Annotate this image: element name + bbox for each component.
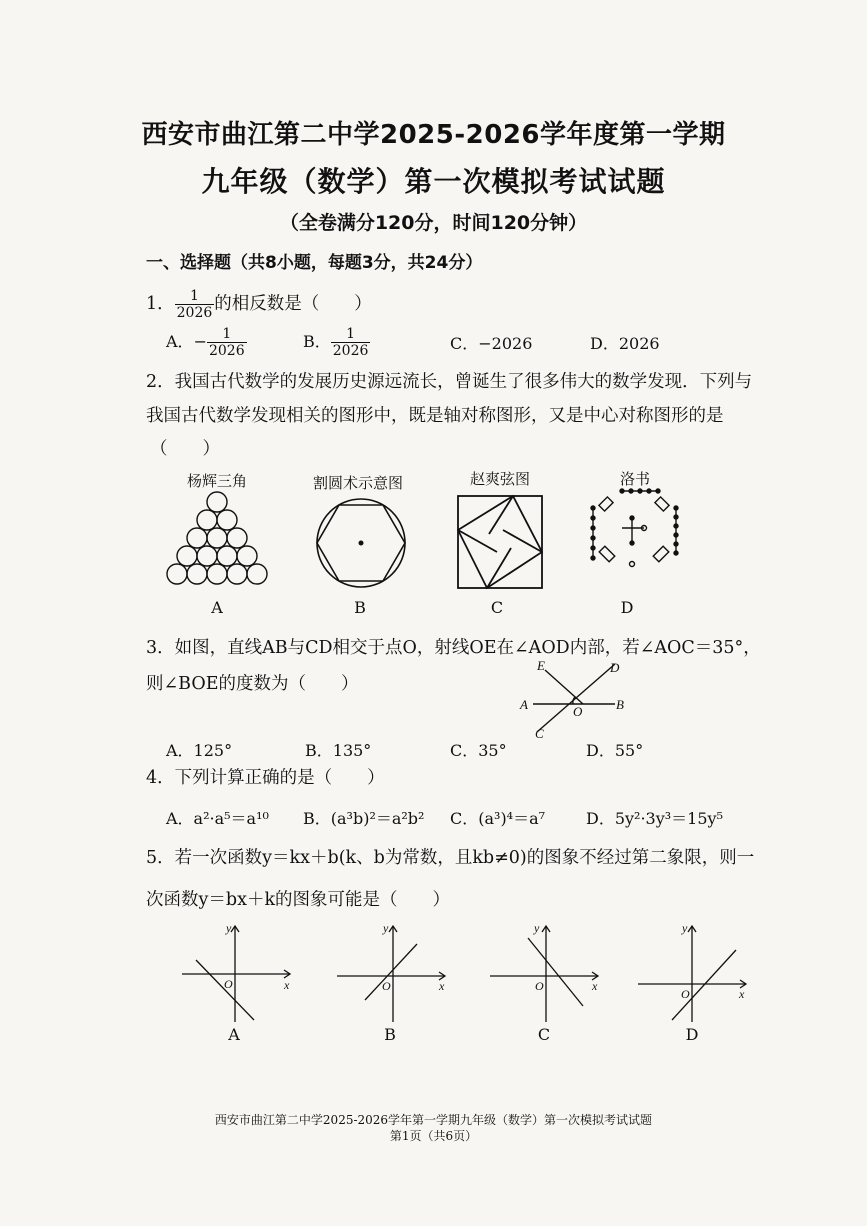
label-d: D — [610, 660, 620, 675]
svg-text:y: y — [682, 921, 688, 935]
intersecting-lines-figure — [515, 658, 635, 740]
caption-luoshu: 洛书 — [619, 470, 650, 488]
q4-option-d[interactable]: D．5y²·3y³＝15y⁵ — [586, 809, 723, 828]
q4-option-a[interactable]: A．a²·a⁵＝a¹⁰ — [166, 809, 269, 828]
label-c: C — [535, 726, 544, 741]
svg-text:O: O — [224, 977, 233, 991]
q1-option-c[interactable]: C．−2026 — [450, 334, 533, 353]
svg-text:x: x — [439, 979, 445, 993]
question-3-line-1: 3．如图，直线AB与CD相交于点O，射线OE在∠AOD内部，若∠AOC＝35°， — [146, 638, 761, 658]
circle-cutting-figure — [315, 497, 407, 589]
graph-b — [335, 922, 450, 1027]
footer-title: 西安市曲江第二中学2025-2026学年第一学期九年级（数学）第一次模拟考试试题 — [214, 1113, 653, 1127]
q1-option-b[interactable]: B． $\frac{1}{2026}$ — [303, 326, 369, 359]
q3-option-c[interactable]: C．35° — [450, 741, 507, 760]
exam-title: 西安市曲江第二中学2025-2026学年度第一学期 — [141, 120, 726, 150]
svg-text:y: y — [226, 921, 232, 935]
yanghui-triangle-figure — [160, 490, 270, 590]
svg-text:y: y — [534, 921, 540, 935]
svg-text:O: O — [382, 979, 391, 993]
caption-zhaoshuang-diagram: 赵爽弦图 — [469, 470, 530, 488]
label-a: A — [520, 697, 528, 712]
question-2-line-3: （ ） — [150, 439, 220, 459]
figure-label-b: B — [354, 598, 366, 617]
label-e: E — [537, 658, 545, 673]
question-stem: 的相反数是（ ） — [214, 294, 372, 314]
q4-option-c[interactable]: C．(a³)⁴＝a⁷ — [450, 809, 546, 828]
caption-yanghui-triangle: 杨辉三角 — [186, 472, 247, 490]
question-1 — [146, 288, 372, 321]
question-3-line-2: 则∠BOE的度数为（ ） — [146, 674, 359, 694]
zhaoshuang-figure — [457, 494, 543, 590]
svg-text:O: O — [535, 979, 544, 993]
caption-circle-cutting: 割圆术示意图 — [312, 474, 403, 492]
question-2-line-1: 2．我国古代数学的发展历史源远流长，曾诞生了很多伟大的数学发现．下列与 — [146, 372, 753, 392]
exam-subject-title: 九年级（数学）第一次模拟考试试题 — [201, 165, 666, 198]
graph-label-d: D — [685, 1025, 699, 1044]
section-heading: 一、选择题（共8小题，每题3分，共24分） — [146, 253, 483, 273]
figure-label-d: D — [620, 598, 634, 617]
question-5-line-2: 次函数y＝bx＋k的图象可能是（ ） — [146, 890, 451, 910]
q3-option-a[interactable]: A．125° — [166, 741, 233, 760]
q3-option-b[interactable]: B．135° — [305, 741, 372, 760]
q1-option-a[interactable]: A．− $\frac{1}{2026}$ — [166, 326, 245, 359]
graph-label-b: B — [384, 1025, 396, 1044]
svg-text:x: x — [739, 987, 745, 1001]
graph-c — [488, 922, 603, 1027]
figure-label-c: C — [490, 598, 504, 617]
exam-info: （全卷满分120分，时间120分钟） — [279, 212, 588, 234]
question-number: 1． — [146, 294, 175, 314]
graph-label-a: A — [228, 1025, 240, 1044]
figure-label-a: A — [211, 598, 223, 617]
label-o: O — [573, 704, 583, 719]
label-b: B — [616, 697, 624, 712]
svg-text:O: O — [681, 987, 690, 1001]
luoshu-figure — [588, 488, 684, 578]
question-2-line-2: 我国古代数学发现相关的图形中，既是轴对称图形，又是中心对称图形的是 — [146, 406, 724, 426]
question-4: 4．下列计算正确的是（ ） — [146, 768, 385, 788]
graph-d — [636, 922, 751, 1027]
q4-option-b[interactable]: B．(a³b)²＝a²b² — [303, 809, 425, 828]
graph-label-c: C — [537, 1025, 551, 1044]
svg-text:x: x — [592, 979, 598, 993]
q3-option-d[interactable]: D．55° — [586, 741, 644, 760]
fraction: $\frac{1}{2026}$ — [176, 288, 213, 321]
svg-text:x: x — [284, 978, 290, 992]
svg-text:y: y — [383, 921, 389, 935]
q1-option-d[interactable]: D．2026 — [590, 334, 660, 353]
graph-a — [180, 922, 295, 1027]
question-5-line-1: 5．若一次函数y＝kx＋b(k、b为常数，且kb≠0)的图象不经过第二象限，则一 — [146, 848, 755, 868]
page-number: 第1页（共6页） — [389, 1129, 478, 1143]
